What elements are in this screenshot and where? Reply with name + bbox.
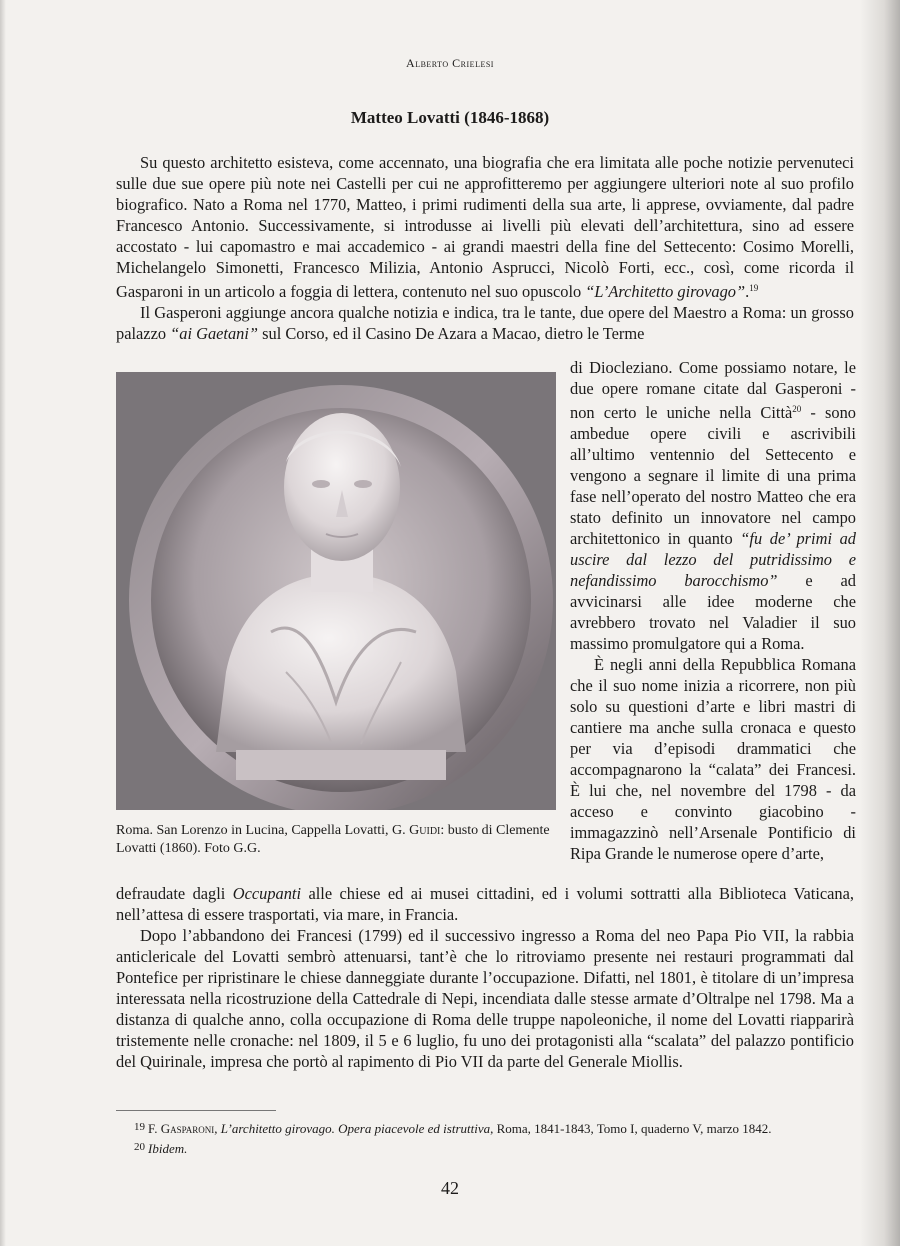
footnote-ref-19[interactable]: 19: [749, 283, 759, 293]
paragraph-3-italic: Occupanti: [232, 884, 302, 903]
footnote-19-details: , Roma, 1841-1843, Tomo I, quaderno V, marzo 1842.: [490, 1121, 772, 1136]
closing-text: [116, 883, 854, 1072]
column-text-2: - sono ambedue opere civili e ascrivibili all’ultimo ventennio del Settecento e vengono a segnare il limite di una prima fase nell’operato del nostro Matteo che era stato definito un innovatore nel campo architettonico in quanto: [570, 403, 856, 548]
page-number: 42: [441, 1178, 459, 1198]
wrapped-column: [570, 357, 856, 864]
footnotes: [116, 1118, 856, 1158]
section-title: Matteo Lovatti (1846-1868): [350, 108, 550, 127]
figure-caption: [116, 822, 562, 858]
column-text-3: e ad avvicinarsi alle idee moderne che avrebbero trovato nel Valadier il suo massimo promulgatore qui a Roma.: [570, 571, 856, 653]
paragraph-1-end: .: [745, 282, 750, 301]
page-edge-shadow-right: [860, 0, 900, 1246]
column-paragraph-1: [570, 357, 856, 654]
paragraph-2: [116, 302, 854, 344]
column-text-1: di Diocleziano. Come possiamo notare, le due opere romane citate dal Gasperoni - non certo le uniche nella Città: [570, 358, 856, 422]
paragraph-3: [116, 883, 854, 925]
footnote-19-title: L’architetto girovago. Opera piacevole ed istruttiva: [220, 1121, 491, 1136]
paragraph-2-text-end: sul Corso, ed il Casino De Azara a Macao, dietro le Terme: [258, 324, 645, 343]
column-paragraph-2: È negli anni della Repubblica Romana che il suo nome inizia a ricorrere, non più solo su questioni d’arte e libri mastri di cantiere ma anche sulla cronaca e questo per via d’episodi drammatici che accompagnarono la “calata” dei Francesi. È lui che, nel novembre del 1798 - da acceso e convinto giacobino - immagazzinò nell’Arsenale Pontificio di Ripa Grande le numerose opere d’arte,: [570, 655, 856, 863]
footnote-19-author: F. Gasparoni: [148, 1121, 215, 1136]
footnote-divider: [116, 1110, 276, 1111]
footnote-19-number: 19: [134, 1121, 145, 1133]
running-head: Alberto Crielesi: [406, 56, 494, 70]
caption-text: Roma. San Lorenzo in Lucina, Cappella Lovatti, G.: [116, 823, 410, 838]
paragraph-1-italic: “L’Architetto girovago”: [585, 282, 746, 301]
footnote-19: $^{19}$ F. Gasparoni, L’architetto girovago. Opera piacevole ed istruttiva, Roma, 1841-1843, Tomo I, quaderno V, marzo 1842.: [134, 1121, 772, 1136]
bust-photo: [116, 372, 556, 810]
paragraph-2-text: Il Gasperoni aggiunge ancora qualche notizia e indica, tra le tante, due opere del Maestro a Roma: un grosso palazzo: [116, 303, 854, 343]
footnote-20-number: 20: [134, 1141, 145, 1153]
paragraph-1: [116, 152, 854, 302]
caption-text-end: : busto di Clemente Lovatti (1860). Foto G.G.: [116, 823, 550, 856]
paragraph-4: Dopo l’abbandono dei Francesi (1799) ed il successivo ingresso a Roma del neo Papa Pio VII, la rabbia anticlericale del Lovatti sembrò attenuarsi, tant’è che lo ritroviamo presente nei restauri programmati dal Pontefice per ripristinare le chiese danneggiate durante l’occupazione. Difatti, nel 1801, è titolare di un’impresa interessata nella ricostruzione della Cattedrale di Nepi, incendiata dalle stesse armate d’Oltralpe nel 1798. Ma a distanza di qualche anno, colla occupazione di Roma delle truppe napoleoniche, il nome del Lovatti riapparirà tristemente nelle cronache: nel 1809, il 5 e 6 luglio, fu uno dei protagonisti alla “scalata” del palazzo pontificio del Quirinale, impresa che portò al rapimento di Pio VII da parte del Generale Miollis.: [116, 926, 854, 1071]
column-italic-quote: “fu de’ primi ad uscire dal lezzo del putridissimo e nefandissimo barocchismo”: [570, 529, 856, 590]
paragraph-3-text-end: alle chiese ed ai musei cittadini, ed i volumi sottratti alla Biblioteca Vaticana, nell’attesa di essere trasportati, via mare, in Francia.: [116, 884, 854, 924]
footnote-20: [116, 1138, 856, 1158]
intro-text: [116, 152, 854, 344]
paragraph-2-italic: “ai Gaetani”: [170, 324, 259, 343]
paragraph-3-text: defraudate dagli: [116, 884, 233, 903]
caption-author: Guidi: [409, 823, 441, 838]
page-edge-shadow-left: [0, 0, 6, 1246]
paragraph-1-text: Su questo architetto esisteva, come accennato, una biografia che era limitata alle poche notizie pervenuteci sulle due sue opere più note nei Castelli per cui ne approfitteremo per aggiungere ulteriori note al suo profilo biografico. Nato a Roma nel 1770, Matteo, i primi rudimenti della sua arte, li apprese, ovviamente, dal padre Francesco Antonio. Successivamente, si introdusse ai livelli più elevati dell’architettura, sino ad essere accostato - lui capomastro e mai accademico - ai grandi maestri della fine del Settecento: Cosimo Morelli, Michelangelo Simonetti, Francesco Milizia, Antonio Asprucci, Nicolò Forti, ecc., così, come ricorda il Gasparoni in un articolo a foggia di lettera, contenuto nel suo opuscolo: [116, 153, 854, 301]
footnote-ref-20[interactable]: 20: [792, 404, 802, 414]
footnote-20-text: Ibidem.: [148, 1141, 188, 1156]
bust-illustration: [116, 372, 556, 810]
